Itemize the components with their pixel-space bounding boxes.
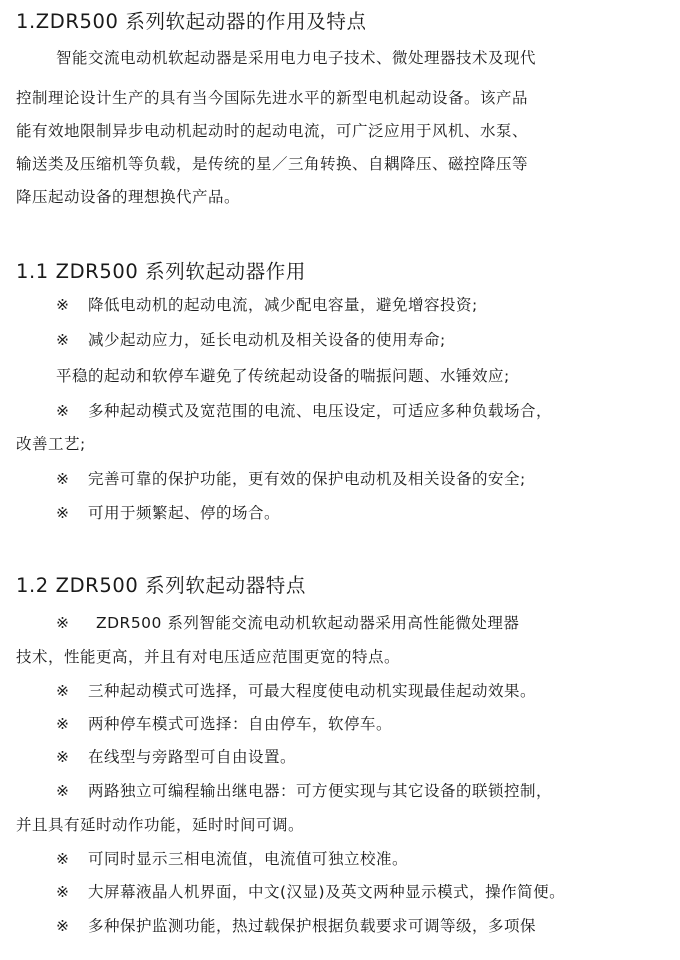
list-item-text: 两种停车模式可选择：自由停车，软停车。 (88, 715, 393, 733)
list-item (56, 781, 552, 801)
list-item-text: ZDR500 系列智能交流电动机软起动器采用高性能微处理器 (96, 614, 520, 632)
list-item-text: 多种起动模式及宽范围的电流、电压设定，可适应多种负载场合， (88, 402, 553, 420)
list-item-text: 可用于频繁起、停的场合。 (88, 504, 281, 522)
intro-line: 降压起动设备的理想换代产品。 (16, 188, 241, 206)
bullet-mark-icon: ※ (56, 917, 70, 935)
bullet-mark-icon: ※ (56, 614, 70, 632)
bullet-mark-icon: ※ (56, 682, 70, 700)
bullet-mark-icon: ※ (56, 782, 70, 800)
intro-line: 控制理论设计生产的具有当今国际先进水平的新型电机起动设备。该产品 (16, 89, 529, 107)
list-item (56, 849, 408, 869)
list-item (56, 295, 478, 315)
list-item-text: 平稳的起动和软停车避免了传统起动设备的喘振问题、水锤效应; (56, 367, 510, 385)
list-item (56, 503, 280, 523)
bullet-mark-icon: ※ (56, 296, 70, 314)
list-item-text: 多种保护监测功能，热过载保护根据负载要求可调等级，多项保 (88, 917, 537, 935)
list-item-text: 减少起动应力，延长电动机及相关设备的使用寿命; (88, 331, 446, 349)
list-item-text: 降低电动机的起动电流，减少配电容量，避免增容投资; (88, 296, 478, 314)
bullet-mark-icon: ※ (56, 748, 70, 766)
list-item-continuation: 并且具有延时动作功能，延时时间可调。 (16, 816, 305, 834)
bullet-mark-icon: ※ (56, 331, 70, 349)
list-item-text: 两路独立可编程输出继电器：可方便实现与其它设备的联锁控制， (88, 782, 553, 800)
list-item (56, 469, 526, 489)
list-item (56, 882, 565, 902)
list-item (56, 366, 510, 386)
list-item (56, 916, 536, 936)
bullet-mark-icon: ※ (56, 883, 70, 901)
section-title-main: 1.ZDR500 系列软起动器的作用及特点 (16, 10, 367, 33)
list-item-text: 在线型与旁路型可自由设置。 (88, 748, 297, 766)
bullet-mark-icon: ※ (56, 504, 70, 522)
bullet-mark-icon: ※ (56, 715, 70, 733)
bullet-mark-icon: ※ (56, 402, 70, 420)
bullet-mark-icon: ※ (56, 850, 70, 868)
list-item-continuation: 技术，性能更高，并且有对电压适应范围更宽的特点。 (16, 648, 401, 666)
list-item-text: 大屏幕液晶人机界面，中文(汉显)及英文两种显示模式，操作简便。 (88, 883, 566, 901)
list-item (56, 613, 519, 633)
intro-line: 输送类及压缩机等负载，是传统的星／三角转换、自耦降压、磁控降压等 (16, 155, 529, 173)
section-title-features: 1.2 ZDR500 系列软起动器特点 (16, 574, 306, 597)
list-item-text: 可同时显示三相电流值，电流值可独立校准。 (88, 850, 409, 868)
intro-line: 能有效地限制异步电动机起动时的起动电流，可广泛应用于风机、水泵、 (16, 122, 529, 140)
list-item (56, 330, 446, 350)
list-item (56, 681, 536, 701)
list-item-text: 三种起动模式可选择，可最大程度使电动机实现最佳起动效果。 (88, 682, 537, 700)
list-item-text: 完善可靠的保护功能，更有效的保护电动机及相关设备的安全; (88, 470, 526, 488)
list-item (56, 747, 296, 767)
list-item (56, 714, 392, 734)
section-title-functions: 1.1 ZDR500 系列软起动器作用 (16, 260, 306, 283)
list-item-continuation: 改善工艺; (16, 435, 86, 453)
bullet-mark-icon: ※ (56, 470, 70, 488)
list-item (56, 401, 552, 421)
intro-line: 智能交流电动机软起动器是采用电力电子技术、微处理器技术及现代 (56, 49, 537, 67)
